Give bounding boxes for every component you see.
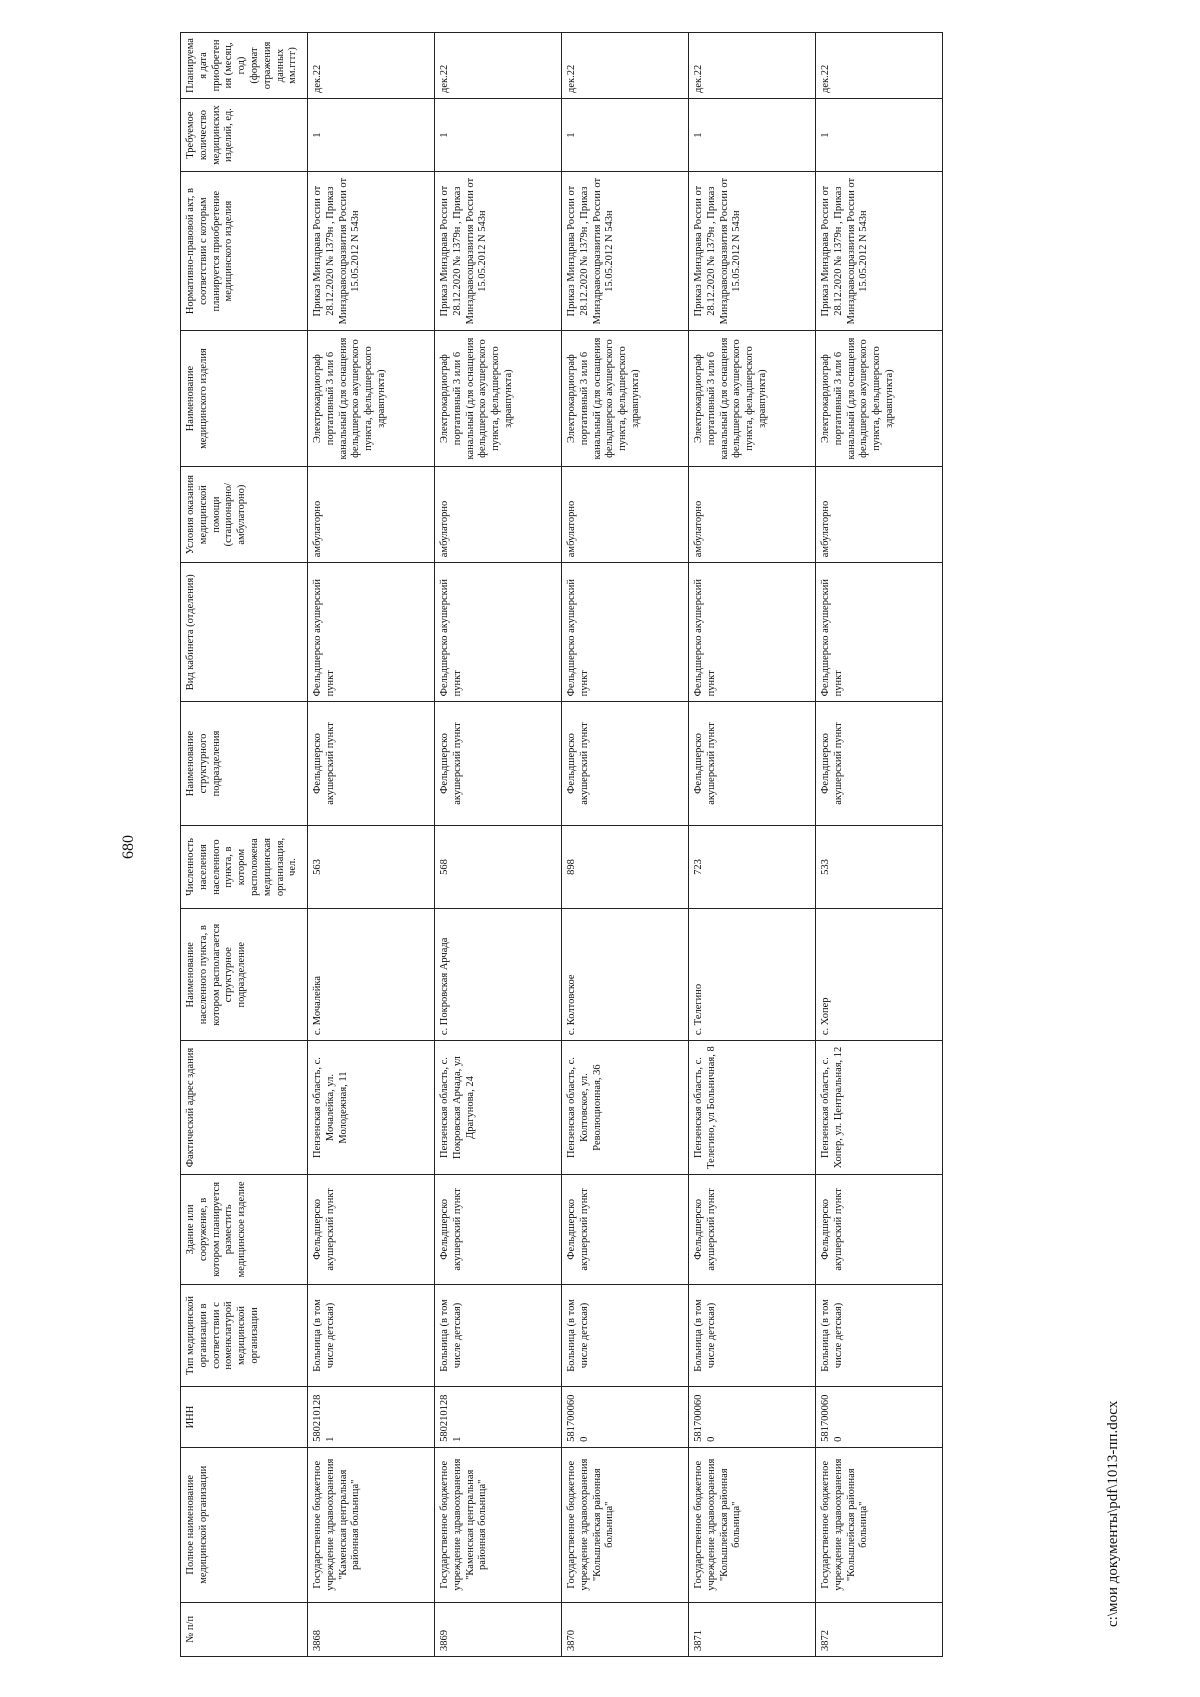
cell-cabinet: Фельдшерско акушерский пункт — [435, 563, 562, 702]
cell-type: Больница (в том числе детская) — [435, 1284, 562, 1386]
cell-date: дек.22 — [562, 33, 689, 99]
cell-address: Пензенская область, с. Хопер, ул. Центральная, 12 — [816, 1041, 943, 1175]
cell-population: 563 — [308, 825, 435, 909]
cell-settlement: с. Хопер — [816, 909, 943, 1041]
cell-conditions: амбулаторно — [816, 467, 943, 563]
cell-date: дек.22 — [308, 33, 435, 99]
cell-address: Пензенская область, с. Колтовское, ул. Революционная, 36 — [562, 1041, 689, 1175]
cell-population: 723 — [689, 825, 816, 909]
cell-cabinet: Фельдшерско акушерский пункт — [308, 563, 435, 702]
cell-qty: 1 — [689, 98, 816, 171]
cell-act: Приказ Минздрава России от 28.12.2020 № 1379н , Приказ Минздравсоцразвития России от 15.05.2012 N 543н — [435, 172, 562, 331]
cell-device: Электрокардиограф портативный 3 или 6 канальный (для оснащения фельдшерско акушерского пункта, фельдшерского здравпункта) — [435, 331, 562, 467]
cell-cabinet: Фельдшерско акушерский пункт — [689, 563, 816, 702]
column-header: Планируемая дата приобретения (месяц, год) (формат отражения данных мм.гггг) — [181, 33, 308, 99]
cell-org: Государственное бюджетное учреждение здравоохранения "Кольшлейская районная больница" — [562, 1447, 689, 1602]
cell-date: дек.22 — [689, 33, 816, 99]
table-header-row — [181, 33, 308, 1657]
cell-subdivision: Фельдшерско акушерский пункт — [308, 702, 435, 825]
column-header: Тип медицинской организации в соответствии с номенклатурой медицинской организации — [181, 1284, 308, 1386]
column-header: Фактический адрес здания — [181, 1041, 308, 1175]
cell-conditions: амбулаторно — [689, 467, 816, 563]
cell-subdivision: Фельдшерско акушерский пункт — [435, 702, 562, 825]
column-header: ИНН — [181, 1387, 308, 1448]
column-header: Требуемое количество медицинских изделий, ед. — [181, 98, 308, 171]
cell-device: Электрокардиограф портативный 3 или 6 канальный (для оснащения фельдшерско акушерского пункта, фельдшерского здравпункта) — [689, 331, 816, 467]
cell-subdivision: Фельдшерско акушерский пункт — [689, 702, 816, 825]
column-header: Численность населения населенного пункта, в котором расположена медицинская организация, чел. — [181, 825, 308, 909]
cell-address: Пензенская область, с. Мочалейка, ул. Молодежная, 11 — [308, 1041, 435, 1175]
column-header: Нормативно-правовой акт, в соответствии с которым планируется приобретение медицинского изделия — [181, 172, 308, 331]
cell-num: 3870 — [562, 1602, 689, 1656]
cell-act: Приказ Минздрава России от 28.12.2020 № 1379н , Приказ Минздравсоцразвития России от 15.05.2012 N 543н — [816, 172, 943, 331]
cell-settlement: с. Покровская Арчада — [435, 909, 562, 1041]
column-header: Наименование медицинского изделия — [181, 331, 308, 467]
cell-building: Фельдшерско акушерский пункт — [308, 1174, 435, 1284]
cell-population: 898 — [562, 825, 689, 909]
cell-cabinet: Фельдшерско акушерский пункт — [562, 563, 689, 702]
cell-act: Приказ Минздрава России от 28.12.2020 № 1379н , Приказ Минздравсоцразвития России от 15.05.2012 N 543н — [689, 172, 816, 331]
cell-num: 3871 — [689, 1602, 816, 1656]
cell-building: Фельдшерско акушерский пункт — [562, 1174, 689, 1284]
cell-num: 3868 — [308, 1602, 435, 1656]
column-header: Наименование структурного подразделения — [181, 702, 308, 825]
cell-qty: 1 — [308, 98, 435, 171]
cell-act: Приказ Минздрава России от 28.12.2020 № 1379н , Приказ Минздравсоцразвития России от 15.05.2012 N 543н — [562, 172, 689, 331]
column-header: Полное наименование медицинской организации — [181, 1447, 308, 1602]
table-row — [435, 33, 562, 1657]
cell-type: Больница (в том числе детская) — [689, 1284, 816, 1386]
cell-building: Фельдшерско акушерский пункт — [816, 1174, 943, 1284]
cell-type: Больница (в том числе детская) — [562, 1284, 689, 1386]
cell-population: 533 — [816, 825, 943, 909]
equipment-register-table — [180, 32, 943, 1657]
cell-device: Электрокардиограф портативный 3 или 6 канальный (для оснащения фельдшерско акушерского пункта, фельдшерского здравпункта) — [816, 331, 943, 467]
cell-subdivision: Фельдшерско акушерский пункт — [816, 702, 943, 825]
cell-num: 3869 — [435, 1602, 562, 1656]
cell-inn: 5802101281 — [435, 1387, 562, 1448]
cell-num: 3872 — [816, 1602, 943, 1656]
footer-file-path: c:\мои документы\pdf\1013-пп.docx — [1105, 1400, 1121, 1627]
cell-date: дек.22 — [435, 33, 562, 99]
cell-date: дек.22 — [816, 33, 943, 99]
cell-type: Больница (в том числе детская) — [816, 1284, 943, 1386]
table-row — [816, 33, 943, 1657]
cell-building: Фельдшерско акушерский пункт — [689, 1174, 816, 1284]
cell-settlement: с. Телегино — [689, 909, 816, 1041]
cell-settlement: с. Мочалейка — [308, 909, 435, 1041]
cell-subdivision: Фельдшерско акушерский пункт — [562, 702, 689, 825]
cell-type: Больница (в том числе детская) — [308, 1284, 435, 1386]
column-header: Вид кабинета (отделения) — [181, 563, 308, 702]
cell-qty: 1 — [562, 98, 689, 171]
cell-device: Электрокардиограф портативный 3 или 6 канальный (для оснащения фельдшерско акушерского пункта, фельдшерского здравпункта) — [308, 331, 435, 467]
cell-inn: 5817000600 — [816, 1387, 943, 1448]
cell-device: Электрокардиограф портативный 3 или 6 канальный (для оснащения фельдшерско акушерского пункта, фельдшерского здравпункта) — [562, 331, 689, 467]
cell-org: Государственное бюджетное учреждение здравоохранения "Кольшлейская районная больница" — [689, 1447, 816, 1602]
cell-cabinet: Фельдшерско акушерский пункт — [816, 563, 943, 702]
cell-org: Государственное бюджетное учреждение здравоохранения "Каменская центральная районная больница" — [308, 1447, 435, 1602]
cell-settlement: с. Колтовское — [562, 909, 689, 1041]
cell-org: Государственное бюджетное учреждение здравоохранения "Кольшлейская районная больница" — [816, 1447, 943, 1602]
cell-conditions: амбулаторно — [562, 467, 689, 563]
column-header: Наименование населенного пункта, в котором располагается структурное подразделение — [181, 909, 308, 1041]
table-row — [562, 33, 689, 1657]
cell-inn: 5802101281 — [308, 1387, 435, 1448]
page-number: 680 — [120, 835, 137, 859]
cell-qty: 1 — [435, 98, 562, 171]
cell-conditions: амбулаторно — [435, 467, 562, 563]
column-header: Условия оказания медицинской помощи (стационарно/амбулаторно) — [181, 467, 308, 563]
cell-conditions: амбулаторно — [308, 467, 435, 563]
column-header: Здание или сооружение, в котором планируется разместить медицинское изделие — [181, 1174, 308, 1284]
table-row — [689, 33, 816, 1657]
column-header: № п/п — [181, 1602, 308, 1656]
cell-address: Пензенская область, с. Покровская Арчада, ул Драгунова, 24 — [435, 1041, 562, 1175]
cell-building: Фельдшерско акушерский пункт — [435, 1174, 562, 1284]
cell-org: Государственное бюджетное учреждение здравоохранения "Каменская центральная районная больница" — [435, 1447, 562, 1602]
cell-address: Пензенская область, с. Телегино, ул Больничная, 8 — [689, 1041, 816, 1175]
cell-qty: 1 — [816, 98, 943, 171]
cell-inn: 5817000600 — [689, 1387, 816, 1448]
cell-inn: 5817000600 — [562, 1387, 689, 1448]
cell-population: 568 — [435, 825, 562, 909]
cell-act: Приказ Минздрава России от 28.12.2020 № 1379н , Приказ Минздравсоцразвития России от 15.05.2012 N 543н — [308, 172, 435, 331]
table-row — [308, 33, 435, 1657]
